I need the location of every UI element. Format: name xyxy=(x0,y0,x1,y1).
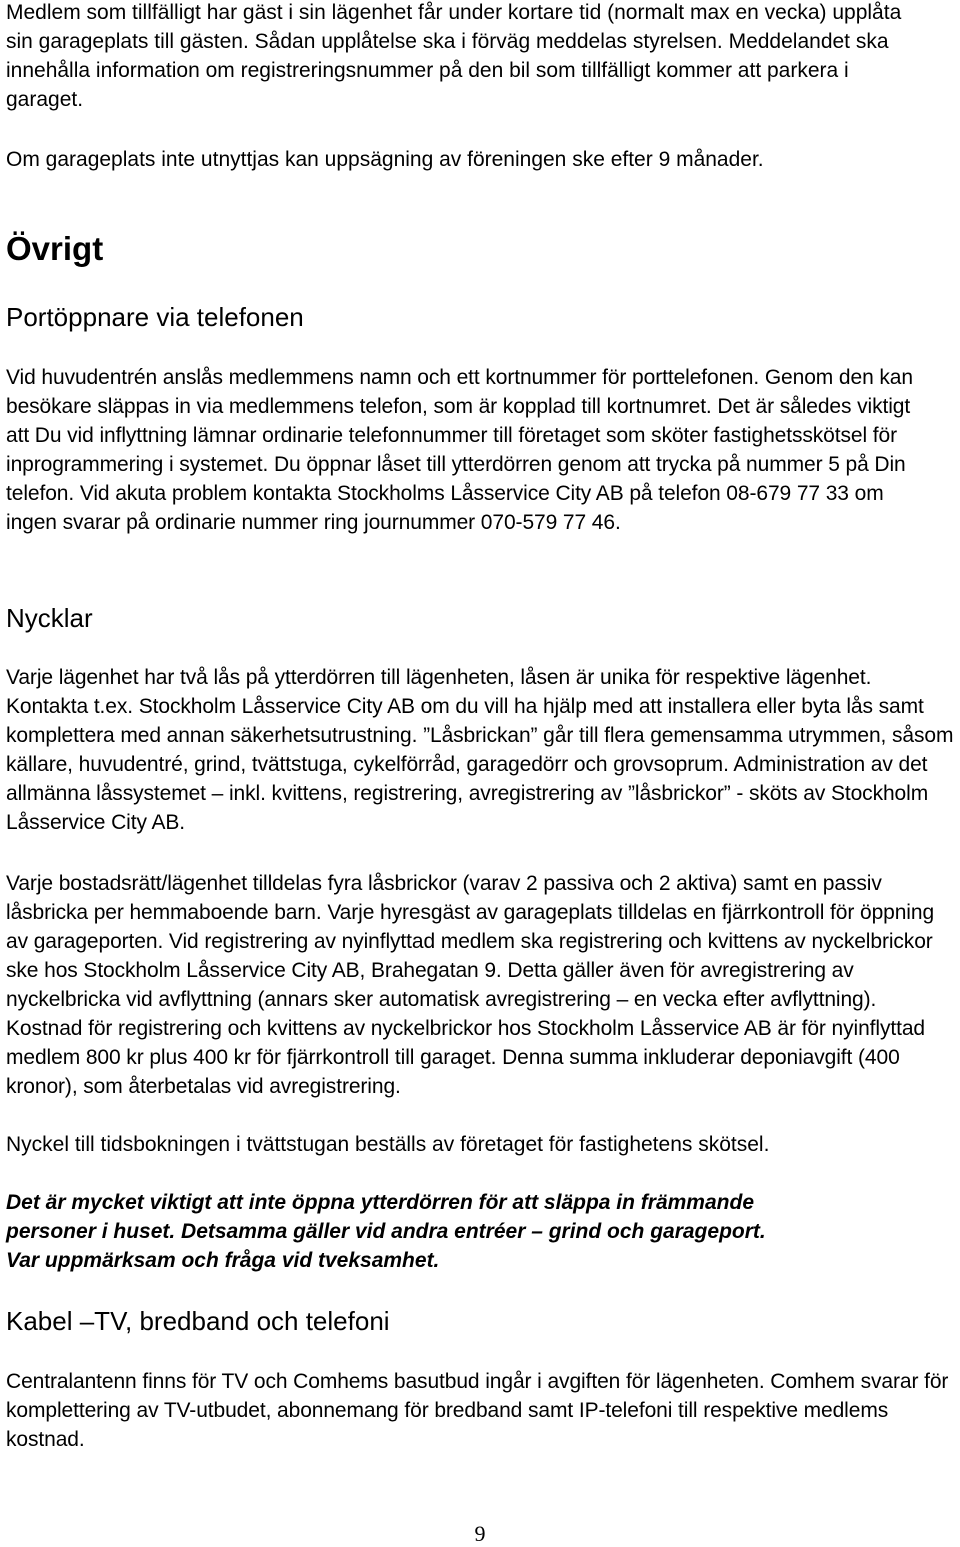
nycklar-paragraph-2: Varje bostadsrätt/lägenhet tilldelas fyra låsbrickor (varav 2 passiva och 2 aktiva) samt en passiv låsbricka per hemmaboende barn. Varje hyresgäst av garageplats tilldelas en fjärrkontroll för öppning av garageporten. Vid registrering av nyinflyttad medlem ska registrering och kvittens av nyckelbrickor ske hos Stockholm Låsservice City AB, Brahegatan 9. Detta gäller även för avregistrering av nyckelbricka vid avflyttning (annars sker automatisk avregistrering – en vecka efter avflyttning). Kostnad för registrering och kvittens av nyckelbrickor hos Stockholm Låsservice AB är för nyinflyttad medlem 800 kr plus 400 kr för fjärrkontroll till garaget. Denna summa inkluderar deponiavgift (400 kronor), som återbetalas vid avregistrering. xyxy=(6,872,935,1098)
nycklar-paragraph-1: Varje lägenhet har två lås på ytterdörren till lägenheten, låsen är unika för respektive lägenhet. Kontakta t.ex. Stockholm Låsservice City AB om du vill ha hjälp med att installera eller byta lås samt komplettera med annan säkerhetsutrustning. ”Låsbrickan” går till flera gemensamma utrymmen, såsom källare, huvudentré, grind, tvättstuga, cykelförråd, garagedörr och grovsoprum. Administration av det allmänna låssystemet – inkl. kvittens, registrering, avregistrering av ”låsbrickor” - sköts av Stockholm Låsservice City AB. xyxy=(6,666,954,834)
warning-line-3: Var uppmärksam och fråga vid tveksamhet. xyxy=(6,1249,440,1272)
intro-paragraph: Medlem som tillfälligt har gäst i sin lägenhet får under kortare tid (normalt max en vecka) upplåta sin garageplats till gästen. Sådan upplåtelse ska i förväg meddelas styrelsen. Meddelandet ska innehålla information om registreringsnummer på den bil som tillfälligt kommer att parkera i garaget. xyxy=(6,1,902,111)
page-number: 9 xyxy=(474,1521,486,1546)
warning-line-2: personer i huset. Detsamma gäller vid andra entréer – grind och garageport. xyxy=(6,1220,766,1243)
heading-nycklar: Nycklar xyxy=(6,603,93,633)
heading-portoppnare: Portöppnare via telefonen xyxy=(6,302,304,332)
portoppnare-paragraph: Vid huvudentrén anslås medlemmens namn och ett kortnummer för porttelefonen. Genom den kan besökare släppas in via medlemmens telefon, som är kopplad till kortnumret. Det är således viktigt att Du vid inflyttning lämnar ordinarie telefonnummer till företaget som sköter fastighetsskötsel för inprogrammering i systemet. Du öppnar låset till ytterdörren genom att trycka på nummer 5 på Din telefon. Vid akuta problem kontakta Stockholms Låsservice City AB på telefon 08-679 77 33 om ingen svarar på ordinarie nummer ring journummer 070-579 77 46. xyxy=(6,366,913,534)
termination-paragraph: Om garageplats inte utnyttjas kan uppsägning av föreningen ske efter 9 månader. xyxy=(6,148,764,171)
warning-block xyxy=(6,1188,956,1275)
heading-ovrigt: Övrigt xyxy=(6,230,104,267)
heading-kabel: Kabel –TV, bredband och telefoni xyxy=(6,1306,390,1336)
nycklar-paragraph-3: Nyckel till tidsbokningen i tvättstugan beställs av företaget för fastighetens skötsel. xyxy=(6,1133,770,1156)
warning-line-1: Det är mycket viktigt att inte öppna ytterdörren för att släppa in främmande xyxy=(6,1191,754,1214)
kabel-paragraph: Centralantenn finns för TV och Comhems basutbud ingår i avgiften för lägenheten. Comhem svarar för komplettering av TV-utbudet, abonnemang för bredband samt IP-telefoni till respektive medlems kostnad. xyxy=(6,1370,949,1451)
